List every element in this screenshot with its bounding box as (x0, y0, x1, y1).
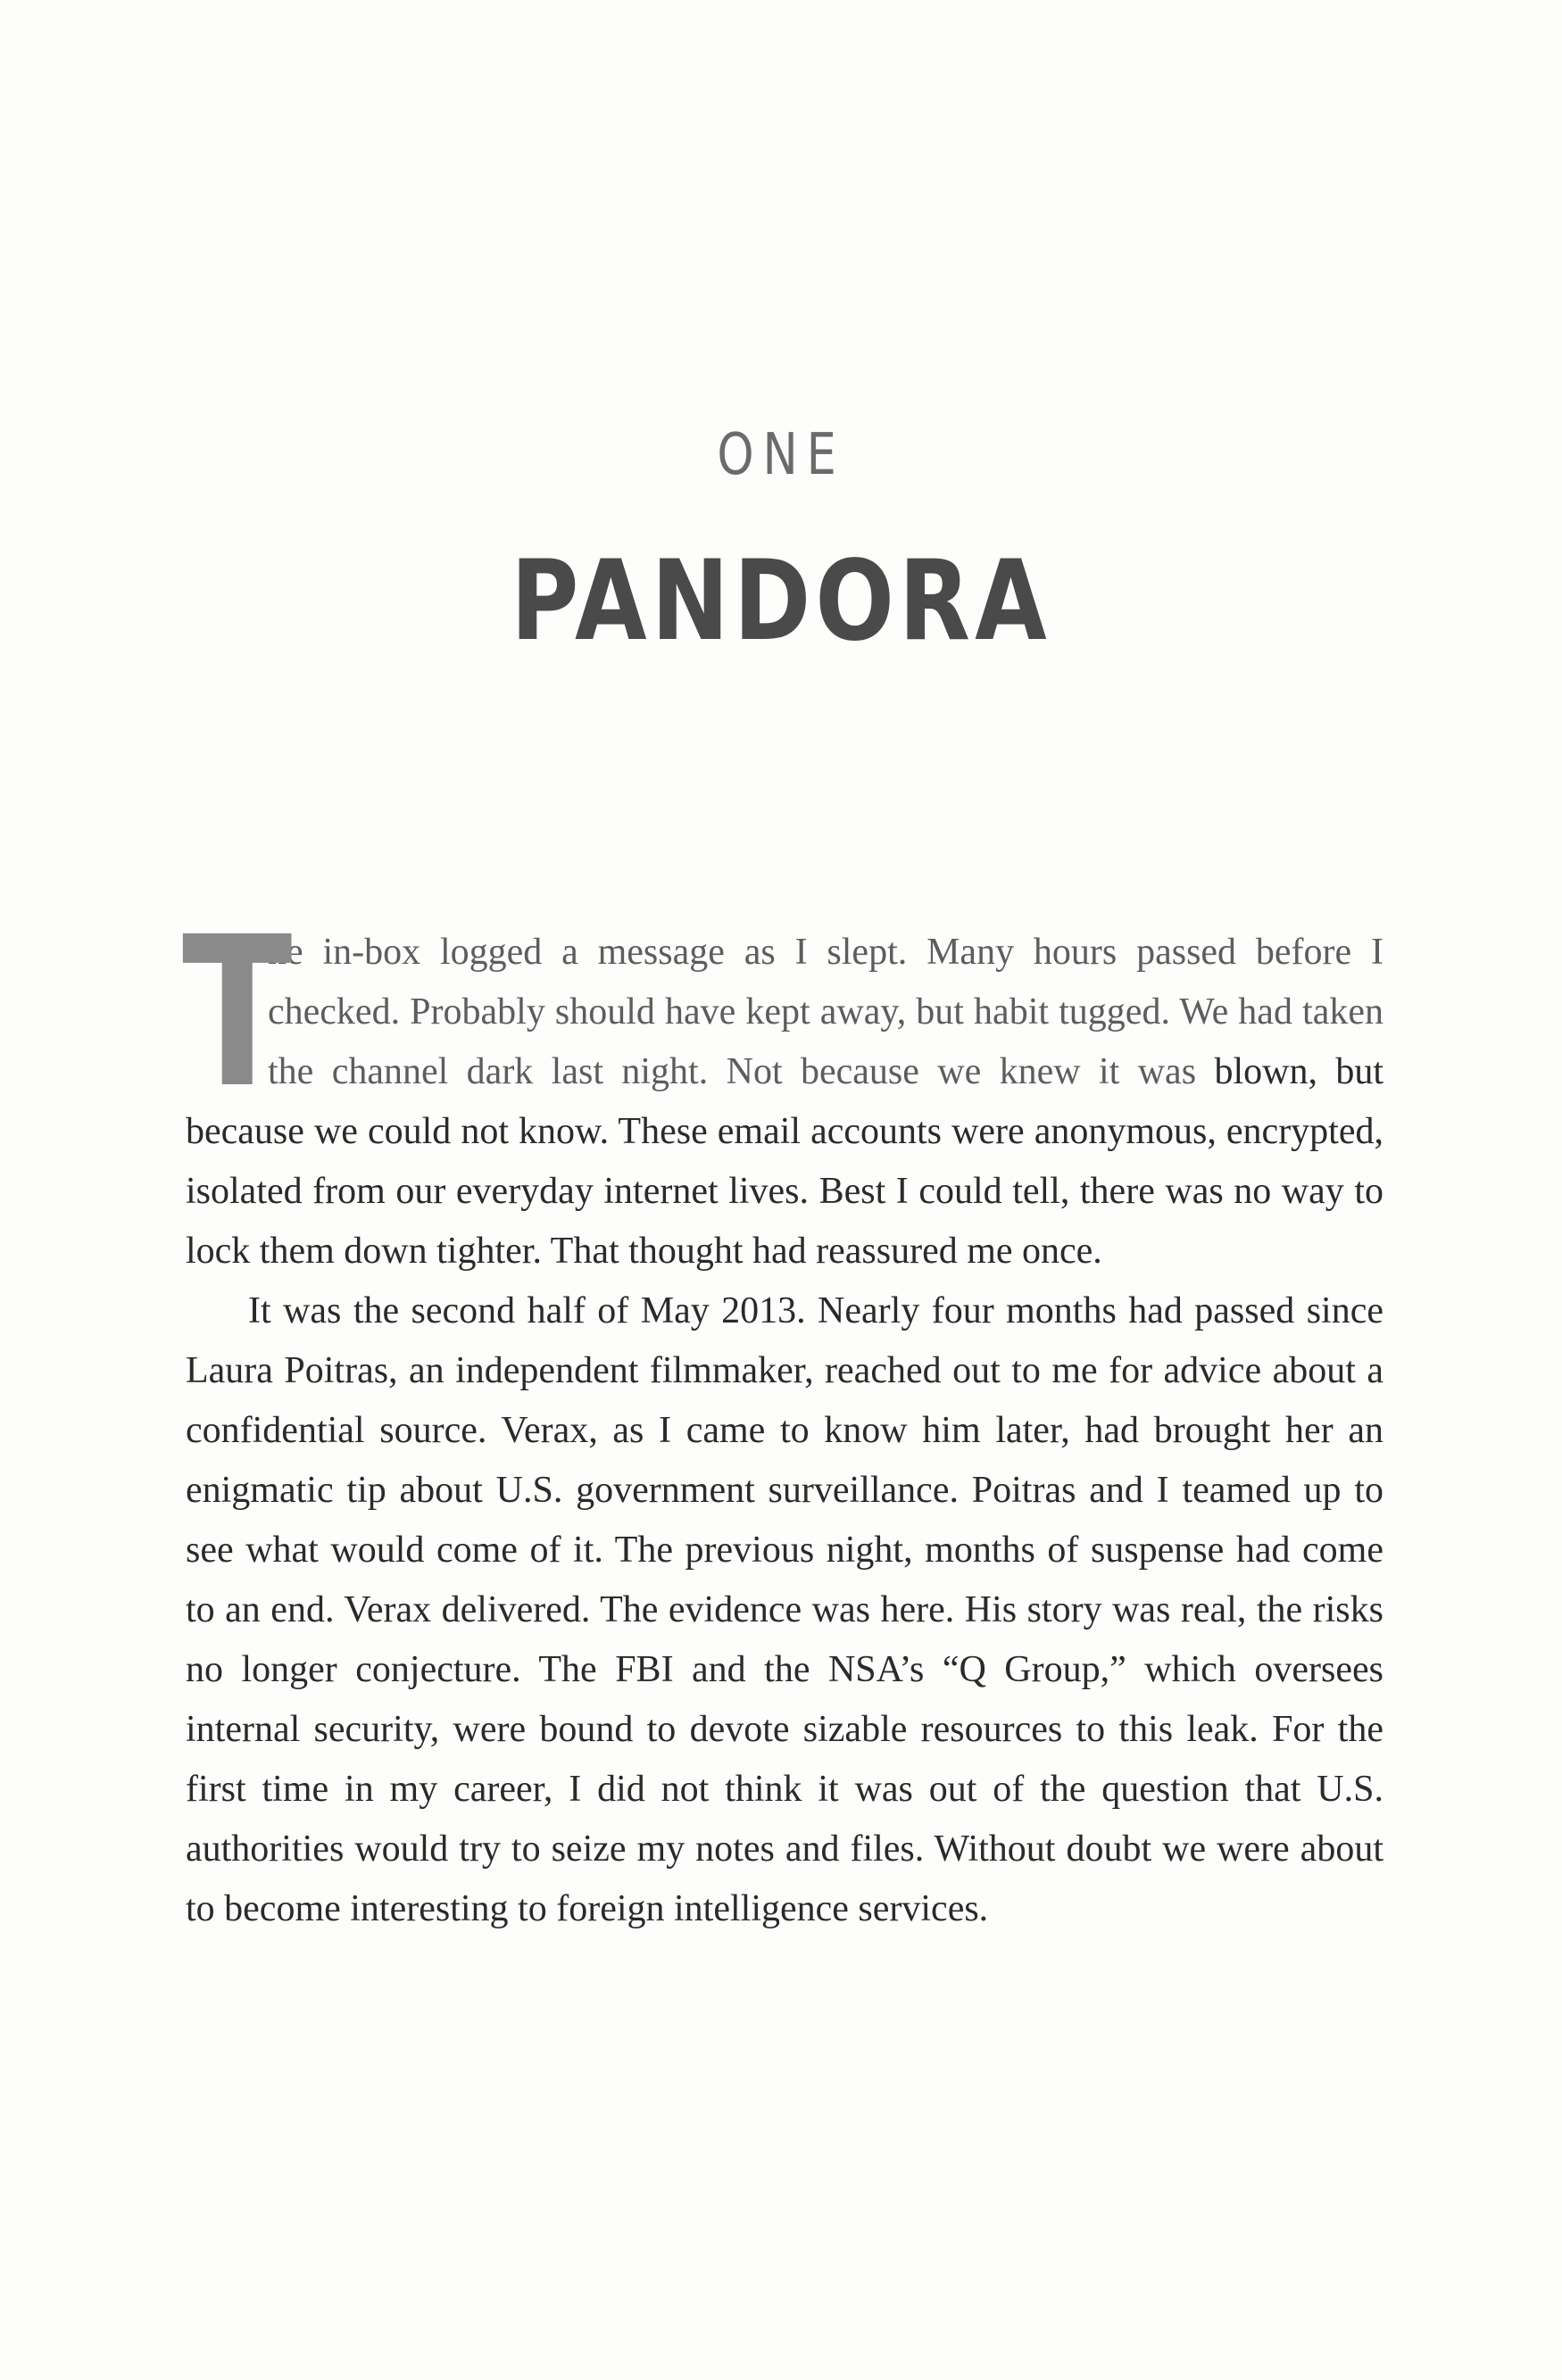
paragraph-1 (182, 892, 1383, 1281)
paragraph-1-text: blown, but because we could not know. These email accounts were anonymous, encrypted, isolated from our everyday internet lives. Best I could tell, there was no way to lock them down tighter. That thought had reassured me once. (186, 1051, 1383, 1272)
chapter-body (182, 892, 1383, 1939)
paragraph-1-lead-text: he in-box logged a message as I slept. Many hours passed before I checked. Probably should have kept away, but habit tugged. We had taken the channel dark last night. Not because we knew it was (268, 932, 1383, 1092)
paragraph-2: It was the second half of May 2013. Nearly four months had passed since Laura Poitras, an independent filmmaker, reached out to me for advice about a confidential source. Verax, as I came to know him later, had brought her an enigmatic tip about U.S. government surveillance. Poitras and I teamed up to see what would come of it. The previous night, months of suspense had come to an end. Verax delivered. The evidence was here. His story was real, the risks no longer conjecture. The FBI and the NSA’s “Q Group,” which oversees internal security, were bound to devote sizable resources to this leak. For the first time in my career, I did not think it was out of the question that U.S. authorities would try to seize my notes and files. Without doubt we were about to become interesting to foreign intelligence services. (186, 1290, 1383, 1929)
chapter-number: ONE (717, 422, 845, 488)
chapter-title: PANDORA (511, 537, 1051, 666)
drop-cap: T (182, 892, 293, 1133)
